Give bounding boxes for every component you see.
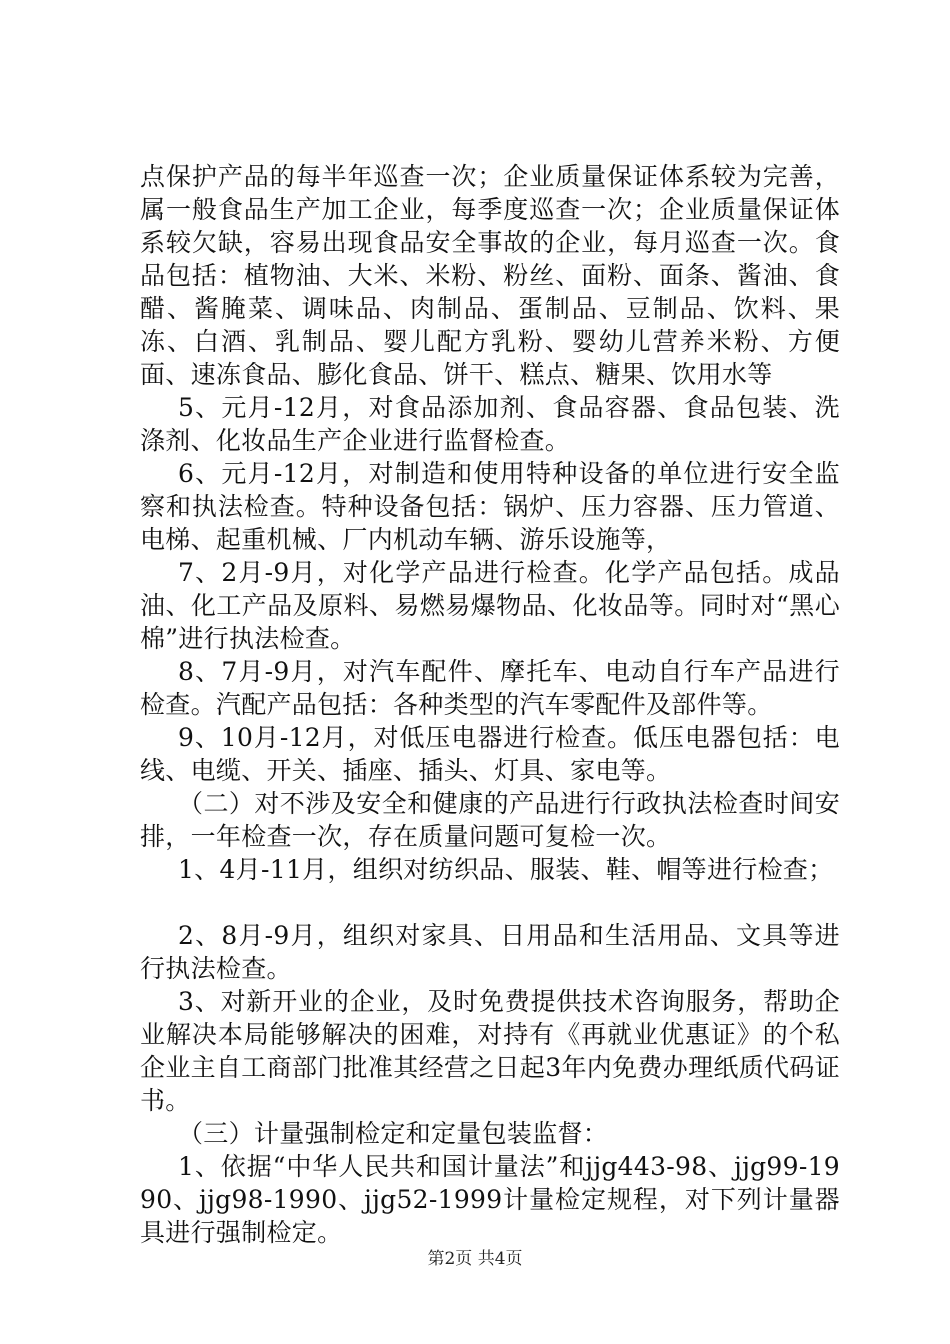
section-heading-2: （二）对不涉及安全和健康的产品进行行政执法检查时间安排，一年检查一次，存在质量问题可复检一次。: [140, 789, 840, 851]
paragraph-item-6: 6、元月-12月，对制造和使用特种设备的单位进行安全监察和执法检查。特种设备包括：锅炉、压力容器、压力管道、电梯、起重机械、厂内机动车辆、游乐设施等，: [140, 459, 840, 554]
paragraph-section2-item-2: 2、8月-9月，组织对家具、日用品和生活用品、文具等进行执法检查。: [140, 921, 840, 983]
paragraph-item-7: 7、2月-9月，对化学产品进行检查。化学产品包括。成品油、化工产品及原料、易燃易爆物品、化妆品等。同时对“黑心棉”进行执法检查。: [140, 558, 840, 653]
paragraph-item-9: 9、10月-12月，对低压电器进行检查。低压电器包括：电线、电缆、开关、插座、插头、灯具、家电等。: [140, 723, 840, 785]
section-heading-3: （三）计量强制检定和定量包装监督：: [178, 1119, 609, 1148]
paragraph-section2-item-3: 3、对新开业的企业，及时免费提供技术咨询服务，帮助企业解决本局能够解决的困难，对持有《再就业优惠证》的个私企业主自工商部门批准其经营之日起3年内免费办理纸质代码证书。: [140, 987, 840, 1115]
document-body: [140, 160, 840, 1249]
paragraph-inspection-schedule-continued: 点保护产品的每半年巡查一次；企业质量保证体系较为完善，属一般食品生产加工企业，每季度巡查一次；企业质量保证体系较欠缺，容易出现食品安全事故的企业，每月巡查一次。食品包括：植物油、大米、米粉、粉丝、面粉、面条、酱油、食醋、酱腌菜、调味品、肉制品、蛋制品、豆制品、饮料、果冻、白酒、乳制品、婴儿配方乳粉、婴幼儿营养米粉、方便面、速冻食品、膨化食品、饼干、糕点、糖果、饮用水等: [140, 162, 840, 389]
page-number-footer: 第2页 共4页: [427, 1249, 523, 1269]
paragraph-item-8: 8、7月-9月，对汽车配件、摩托车、电动自行车产品进行检查。汽配产品包括：各种类型的汽车零配件及部件等。: [140, 657, 840, 719]
paragraph-item-5: 5、元月-12月，对食品添加剂、食品容器、食品包装、洗涤剂、化妆品生产企业进行监督检查。: [140, 393, 840, 455]
paragraph-section2-item-1: 1、4月-11月，组织对纺织品、服装、鞋、帽等进行检查；: [178, 855, 834, 884]
paragraph-section3-item-1: 1、依据“中华人民共和国计量法”和jjg443-98、jjg99-1990、jjg98-1990、jjg52-1999计量检定规程，对下列计量器具进行强制检定。: [140, 1152, 840, 1247]
